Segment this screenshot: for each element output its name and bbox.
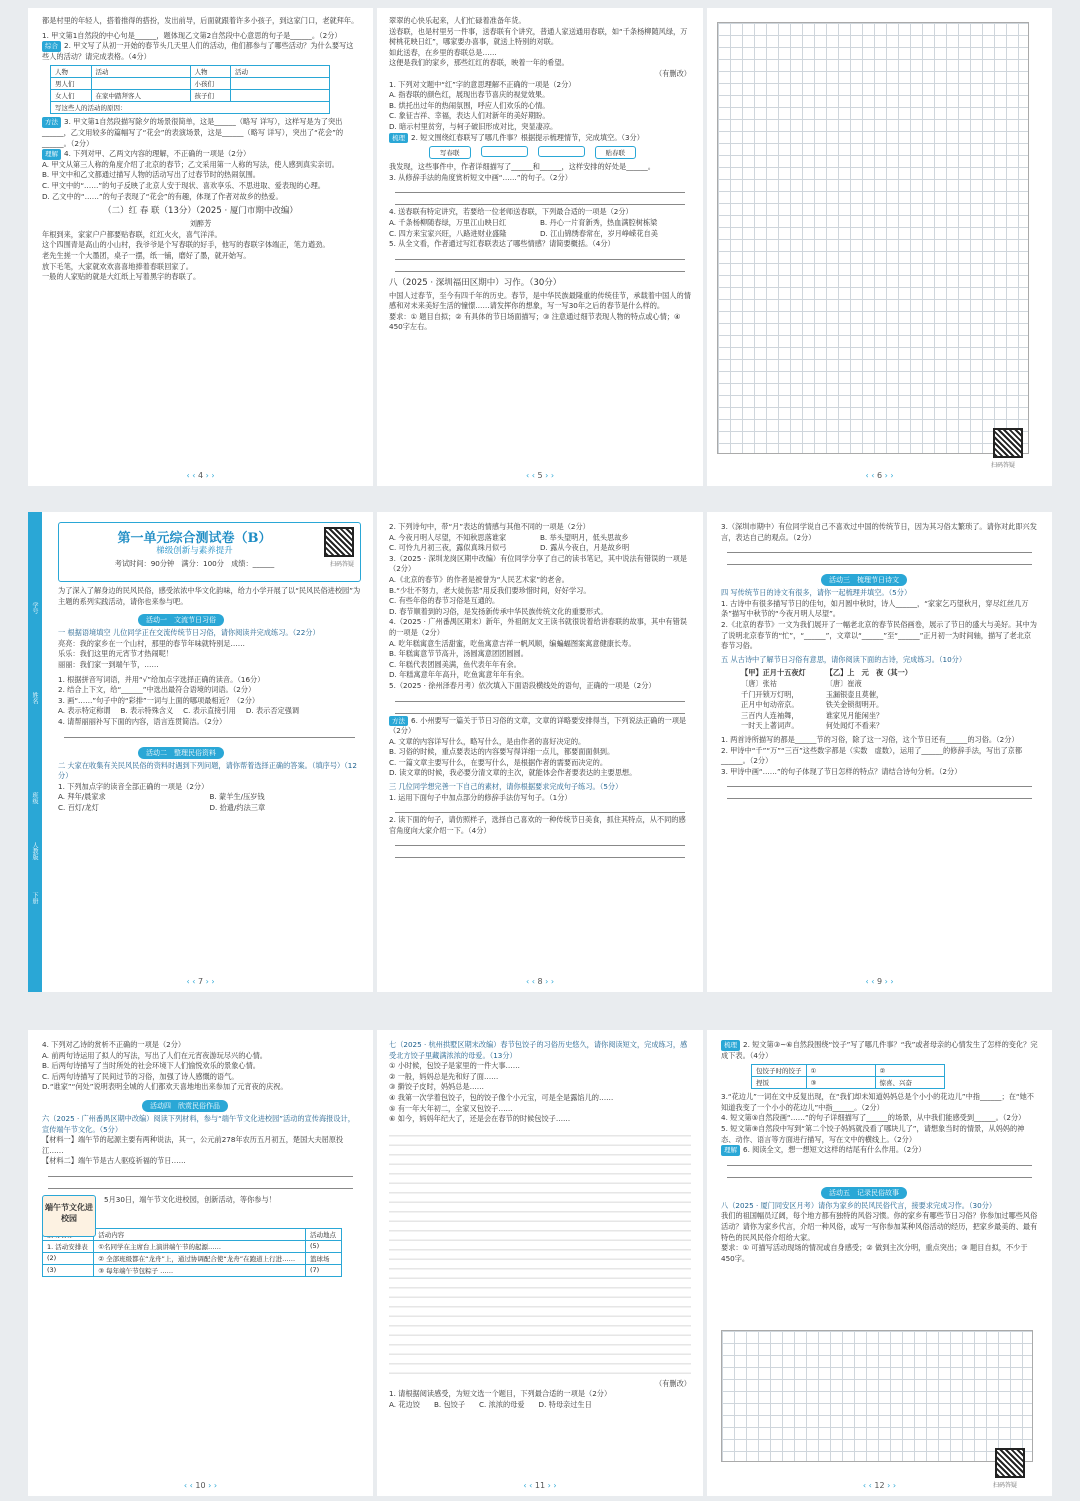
option: B. 甲文中和乙文都通过描写人物的活动写出了过春节时的热闹氛围。: [42, 170, 260, 180]
answer-line[interactable]: [727, 1168, 1032, 1178]
option: D. 春节顺着到的习俗，是发扬新传承中华民族传统文化的重要形式。: [389, 606, 608, 616]
question-5: 5. 从全文看，作者通过写红春联表达了哪些情感？请简要概括。（4分）: [389, 239, 615, 249]
question-6: 理解 6. 阅读全文，想一想短文这样的结尾有什么作用。（2分）: [721, 1145, 1038, 1156]
page-11: [377, 1030, 703, 1496]
option: A. 文章的内容详写什么，略写什么，是由作者的喜好决定的。: [389, 736, 586, 746]
side-label: 班级: [31, 792, 38, 804]
passage-paragraph: ⑤ 有一年大年初二，全家又包饺子……: [389, 1103, 513, 1113]
table-cell: 捏饭: [752, 1077, 807, 1089]
qr-label: 扫码答疑: [991, 462, 1016, 469]
poster-title: 端午节文化进校园: [45, 1202, 93, 1223]
skill-tag: 理解: [721, 1145, 740, 1156]
option-grid: [58, 792, 361, 813]
poem-2: [826, 668, 912, 732]
table-cell[interactable]: ②: [875, 1065, 944, 1077]
page-10: [28, 1030, 373, 1496]
option: C. 年糕代表团圆美满，鱼代表年年有余。: [389, 659, 521, 669]
essay-requirements: 要求：① 可描写活动现场的情况或自身感受；② 做到主次分明，重点突出；③ 题目自拟，不少于450字。: [721, 1243, 1028, 1263]
poem-line: 千门开锁万灯明，: [741, 689, 799, 699]
option-row: [389, 1400, 691, 1411]
table-cell[interactable]: [231, 78, 330, 90]
table-cell[interactable]: ③: [806, 1077, 875, 1089]
table-cell: 包饺子时的饺子: [752, 1065, 807, 1077]
table-head: 活动: [91, 66, 190, 78]
question: 1. 根据拼音写词语，并用“√”给加点字选择正确的读音。（16分）: [58, 674, 265, 684]
page-8: [377, 512, 703, 992]
poem-line: 三百内人连袖舞，: [741, 710, 799, 720]
option: C. 一篇文章主要写什么，在要写什么，是根据作者的需要而决定的。: [389, 757, 608, 767]
option: D. 暗示村里贫穷，与柯子破旧形成对比，突显凄凉。: [389, 121, 558, 131]
poem-title: 【乙】上 元 夜（其一）: [825, 668, 912, 678]
option: A. 千条杨柳随春绿，万里江山映日红: [389, 217, 507, 227]
skill-tag: 方法: [42, 117, 61, 128]
answer-line[interactable]: [64, 728, 355, 738]
skill-tag: 综合: [42, 41, 61, 52]
table-cell: ①名同学在主席台上演讲端午节的起源……: [94, 1240, 306, 1252]
skill-tag: 梳理: [389, 133, 408, 144]
skill-tag: 梳理: [721, 1040, 740, 1051]
option: B. 年糕寓意节节高升，汤圆寓意团团圆圆。: [389, 649, 528, 659]
option: D. 表示否定强调: [245, 706, 300, 716]
question-3: 方法 3. 甲文第1自然段描写除夕的场景很简单，这是______（略写 详写），这样写是为了突出______，乙文用较多的篇幅写了“花会”的表演场景，这是______（略写 详写），突出了“花会”的______。（2分）: [42, 117, 344, 148]
activity-banner: 活动三 梳理节日诗文: [821, 574, 907, 586]
question: 4. 请帮丽丽补写下面的内容，语言连贯简洁。（2分）: [58, 716, 227, 726]
table-cell[interactable]: (3): [43, 1264, 94, 1276]
question-2: 梳理 2. 短文围绕红春联写了哪几件事？根据提示梳理情节，完成填空。（3分）: [389, 133, 691, 144]
qr-code[interactable]: [995, 1448, 1025, 1478]
side-label: 人教版: [31, 842, 38, 860]
activity-banner: 活动一 文流节日习俗: [138, 614, 224, 626]
poem-line: 何处闻灯不看来？: [825, 721, 884, 731]
title-block: [58, 522, 361, 582]
qr-label: 扫码答疑: [993, 1482, 1018, 1489]
passage-paragraph: 老先生搓一个大墨团，桌子一摆，纸一铺，磨好了墨，就开始写。: [42, 250, 251, 260]
option: C. 可怜九月初三夜，露似真珠月似弓: [389, 543, 507, 553]
table-foot: 写这些人的活动的原因：: [51, 102, 330, 114]
option: D.“谁家”“何处”说明表明全城的人们都欢天喜地地出来参加了元宵夜的庆祝。: [42, 1082, 288, 1092]
table-cell[interactable]: (7): [305, 1264, 341, 1276]
question-5: 5.（2025 · 徐州泽春月考）依次填入下面语段横线处的语句，正确的一项是（2分）: [389, 680, 656, 690]
activity-banner: 活动五 记录民俗故事: [821, 1187, 907, 1199]
poem-line: 谁家见月能闲坐？: [825, 710, 884, 720]
option: B. 包饺子: [433, 1399, 466, 1409]
section-3: 三 几位同学想完善一下自己的素材，请你根据要求完成句子练习。（5分）: [389, 782, 623, 792]
question: 1. 古诗中有很多描写节日的佳句，如月圆中秋时，诗人______，“家家乞巧望秋月，穿尽红丝几万条”描写中秋节的“今夜月明人尽望”。: [721, 598, 1029, 619]
essay-prompt: 中国人过春节，至今有四千年的历史。春节，是中华民族最隆重的传统佳节，承载着中国人的情感和对未来美好生活的憧憬……请发挥你的想象，写一写30年之后的春节是什么样的。: [389, 290, 691, 311]
page-number: ‹ ‹ 4 › ›: [28, 471, 373, 480]
page-number: ‹ ‹ 6 › ›: [707, 471, 1052, 480]
option: D. 特母亲过生日: [538, 1399, 592, 1409]
question-1: 1. 下列对文题中“红”字的意思理解不正确的一项是（2分）: [389, 79, 576, 89]
table-cell: 惊喜、兴奋: [875, 1077, 944, 1089]
subtitle: 梯级创新与素养提升: [156, 546, 233, 556]
table-cell: 篮球场: [305, 1252, 341, 1264]
flow-box[interactable]: [538, 146, 585, 157]
option: C. 后两句诗描写了民间过节的习俗，加强了诗人感慨的语气。: [42, 1071, 239, 1081]
passage-paragraph: 放下毛笔，大家就欢欢喜喜地捧着春联回家了。: [42, 261, 193, 271]
page-6: [707, 8, 1052, 486]
answer-line[interactable]: [727, 555, 1032, 565]
question: 1. 下列加点字的读音全部正确的一项是（2分）: [58, 781, 209, 791]
question: 2.《北京的春节》一文为我们展开了一幅老北京的春节民俗画卷，展示了节日的盛大与美好。其中为了说明北京春节的“忙”，“______”，文章以“______”至“______”正月初一为时间轴，描写了老北京春节习俗。: [721, 619, 1037, 651]
table-head: 活动内容: [94, 1228, 306, 1240]
answer-line[interactable]: [727, 543, 1032, 553]
page-number: ‹ ‹ 9 › ›: [707, 977, 1052, 986]
option: C. 表示直接引用: [183, 706, 236, 716]
flow-box[interactable]: [481, 146, 528, 157]
side-label: 学号: [31, 602, 38, 614]
table-cell: 男人们: [51, 78, 92, 90]
activity-banner: 活动二 整理民俗资料: [138, 747, 224, 759]
qr-code[interactable]: [993, 428, 1023, 458]
option: C. 浓浓的母爱: [479, 1399, 525, 1409]
option: B. 举头望明月，低头思故乡: [540, 532, 629, 542]
skill-tag: 方法: [389, 716, 408, 727]
option: A. 指春联的颜色红，展现出春节喜庆的视觉效果。: [389, 90, 550, 100]
option: C. 百灯/龙灯: [58, 802, 99, 812]
passage-paragraph: ① 小时候，包饺子是家里的一件大事……: [389, 1061, 520, 1071]
task-intro: 为了深入了解身边的民风民俗，感受浓浓中华文化韵味，给力小学开展了以“民风民俗进校园”为主题的系列实践活动，请你也来参与吧。: [58, 586, 361, 606]
question: 2. 读下面的句子，请仿照样子，选择自己喜欢的一种传统节日美食，抓住其特点，从不同的感官角度向大家介绍一下。（4分）: [389, 815, 686, 835]
option: D. 年糕寓意年年高升，吃鱼寓意年年有余。: [389, 670, 529, 680]
option: B. 烘托出过年的热闹氛围，呼应人们欢乐的心情。: [389, 100, 550, 110]
question-2: 综合 2. 甲文写了从初一开始的春节头几天里人们的活动，他们都参与了哪些活动？为什么要写这些人的活动？请完成表格。（4分）: [42, 41, 354, 61]
poster-date: 5月30日，端午节文化进校园，创新活动，等你参与！: [104, 1194, 276, 1204]
answer-line[interactable]: [395, 692, 685, 702]
activity-banner: 活动四 欣赏民俗作品: [142, 1100, 228, 1112]
qr-code[interactable]: [324, 527, 354, 557]
option: A.《北京的春节》的作者是被誉为“人民艺术家”的老舍。: [389, 574, 569, 584]
passage-paragraph: 如此送春，在乡里的春联总是……: [389, 47, 497, 57]
passage-author: 刘醉芳: [189, 219, 212, 229]
skill-tag: 理解: [42, 149, 61, 160]
section-2: 二 大家在收集有关民风民俗的资料时遇到下列问题，请你帮着选择正确的答案。（填序号）（12分）: [58, 760, 357, 781]
option: B. 习俗的时候，重点要表达的内容要写得详细一点儿，都要面面俱到。: [389, 747, 615, 757]
answer-line[interactable]: [395, 836, 685, 846]
section-4: 四 写传统节日的诗文有很多，请你一起梳理并填空。（5分）: [721, 588, 912, 598]
flow-box: 写春联: [429, 146, 471, 159]
question-4: 4. 短文第⑤自然段画“……”的句子详细描写了______的场景，从中我们能感受到______。（2分）: [721, 1113, 1026, 1123]
option: C. 有些年俗的春节习俗是互通的。: [389, 596, 500, 606]
page-4: [28, 8, 373, 486]
option: A. 拜年/晨家求: [58, 792, 106, 802]
answer-line[interactable]: [48, 1179, 353, 1189]
question-2b: 我发现，这些事件中，作者详细描写了______和______，这样安排的好处是______。: [389, 162, 655, 172]
option: C. 象征吉祥、幸福，表达人们对新年的美好期盼。: [389, 111, 550, 121]
question-2: 2. 下列诗句中，带“月”表达的情感与其他不同的一项是（2分）: [389, 522, 590, 531]
poem-title: 【甲】正月十五夜灯: [741, 668, 806, 678]
option: C. 甲文中的“……”的句子反映了北京人安于现状、喜欢享乐、不思进取、爱表现的心理。: [42, 180, 325, 190]
table-cell: 1. 活动安排表: [43, 1240, 94, 1252]
answer-line[interactable]: [395, 183, 685, 193]
option: B. 后两句诗描写了当时所处的社会环境下人们愉悦欢乐的景象心情。: [42, 1061, 260, 1071]
page-number: ‹ ‹ 7 › ›: [28, 977, 373, 986]
page-number: ‹ ‹ 8 › ›: [377, 977, 703, 986]
page-number: ‹ ‹ 12 › ›: [707, 1481, 1052, 1490]
table-cell: ② 全部班级都在“龙舟”上，通过协调配合使“龙舟”在跑道上行进……: [94, 1252, 306, 1264]
page-title: 第一单元综合测试卷（B）: [117, 531, 272, 546]
answer-line[interactable]: [727, 1156, 1032, 1166]
passage-paragraph: 翠翠的心快乐起来，人们忙碌着准备年货。: [389, 16, 526, 25]
option: D. 露从今夜白，月是故乡明: [540, 543, 630, 553]
question-1: 1. 请根据阅读感受，为短文选一个题目，下列最合适的一项是（2分）: [389, 1389, 612, 1399]
question-3: 3.“花边儿”一词在文中反复出现，在“我们却未知道妈妈总是个小小的花边儿”中指______；在“她不知道我变了一个小小的花边儿”中指______。（2分）: [721, 1092, 1034, 1112]
flow-table: [751, 1064, 945, 1089]
option: D. 江山锦绣春常在，岁月峥嵘花自美: [540, 228, 658, 238]
option: A. 今夜月明人尽望，不知秋思落谁家: [389, 532, 507, 542]
answer-line[interactable]: [395, 704, 685, 714]
page-12: [707, 1030, 1052, 1496]
table-cell[interactable]: [231, 90, 330, 102]
option: D. 读文章的时候，我必要分清文章的主次，就能体会作者要表达的主要思想。: [389, 768, 637, 778]
writing-grid[interactable]: [717, 22, 1029, 454]
activity-table: [50, 65, 330, 114]
table-head: 活动地点: [305, 1228, 341, 1240]
answer-line[interactable]: [395, 195, 685, 205]
question-1: 1. 甲文第1自然段的中心句是______，题体现乙文第2自然段中心意思的句子是______。（2分）: [42, 30, 342, 40]
page-number: ‹ ‹ 5 › ›: [377, 471, 703, 480]
dialog-text: 亮亮：我的家乡在一个山村，那里的春节年味就特别足……: [58, 638, 245, 648]
answer-line[interactable]: [395, 250, 685, 260]
page-7: [28, 512, 373, 992]
section-1: 一 根据语境填空 儿位同学正在交流传统节日习俗，请你阅读并完成练习。（22分）: [58, 628, 320, 638]
option: D. 拾遗/约法三章: [209, 802, 266, 812]
question-4: 4.（2025 · 广州番禺区期末）新年，外祖朗友文王读书就很说着给讲春联的故事，其中有错误的一项是（2分）: [389, 617, 687, 637]
question-2: 梳理 2. 短文第③~⑥自然段围绕“饺子”写了哪几件事？“我”或者母亲的心情发生了怎样的变化？完成下表。（4分）: [721, 1040, 1038, 1060]
page-9: [707, 512, 1052, 992]
option-grid: [389, 218, 691, 239]
question-6: 方法 6. 小州要写一篇关于节日习俗的文章，文章的详略要安排得当，下列说法正确的一项是（2分）: [389, 715, 687, 736]
table-cell[interactable]: (2): [43, 1252, 94, 1264]
table-cell: 女人们: [51, 90, 92, 102]
poster: [42, 1195, 359, 1277]
question: 2. 结合上下文，给“______”中选出最符合语境的词语。（2分）: [58, 685, 256, 695]
side-label: 下册: [31, 892, 38, 904]
essay-prompt: 我们的祖国幅员辽阔，每个地方都有独特的风俗习惯。你的家乡有哪些节日习俗？你参加过哪些风俗活动？请你为家乡代言，介绍一种风俗，或写一写你参加某种风俗活动的经历，把家乡最美的、最有特色的民风民俗介绍给大家。: [721, 1211, 1038, 1242]
table-head: 人物: [51, 66, 92, 78]
question-3: 3.（深圳市期中）有位同学说自己不喜欢过中国的传统节日，因为其习俗太繁琐了。请你对此即兴发言，表达自己的观点。（2分）: [721, 522, 1037, 542]
passage-title: （二）红 春 联（13分）（2025 · 厦门市期中改编）: [103, 206, 298, 217]
poem-author: 〔唐〕崔液: [825, 678, 862, 688]
answer-line[interactable]: [395, 803, 685, 813]
option: C. 四方来宝家兴旺，八路进财业盛隆: [389, 228, 507, 238]
question-4: 4. 下列对乙诗的赏析不正确的一项是（2分）: [42, 1040, 186, 1049]
table-cell: 小孩们: [190, 78, 231, 90]
option-row: [58, 706, 361, 717]
table-cell: ③ 每年端午节包粽子 ……: [94, 1264, 306, 1276]
essay-requirements: 要求：① 题目自拟；② 有具体的节日场面描写；③ 注意通过细节表现人物的特点或心情；④ 450字左右。: [389, 311, 681, 332]
question: 1. 两首诗所描写的都是______节的习俗，除了这一习俗，这个节日还有______的习俗。（2分）: [721, 734, 1019, 744]
passage-paragraph: ③ 擀饺子皮时，妈妈总是……: [389, 1082, 484, 1092]
essay-title: 八（2025 · 深圳福田区期中）习作。（30分）: [389, 277, 562, 288]
option: B. 表示特殊含义: [120, 706, 174, 716]
page-number: ‹ ‹ 11 › ›: [377, 1481, 703, 1490]
section-5: 五 从古诗中了解节日习俗有意思，请你阅读下面的古诗，完成练习。（10分）: [721, 654, 967, 664]
option: D. 乙文中的“……”的句子表现了“花会”的有趣，体现了作者对故乡的热爱。: [42, 191, 283, 201]
material: 【材料二】端午节是古人驱疫祈福的节日……: [42, 1156, 186, 1166]
poster-badge: [42, 1195, 96, 1237]
option: A. 前两句诗运用了拟人的写法，写出了人们在元宵夜游玩尽兴的心情。: [42, 1050, 267, 1060]
source-note: （有删改）: [655, 1378, 691, 1388]
question-3: 3. 从修辞手法的角度赏析短文中画“……”的句子。（2分）: [389, 172, 572, 182]
side-label: 姓名: [31, 692, 38, 704]
option: A. 表示特定称谓: [58, 706, 111, 716]
source-note: （有删改）: [655, 68, 691, 78]
passage-paragraph: 这个四围青是高山的小山村，我爷爷是个写春联的好手，他写的春联字体端正，笔力遒劲。: [42, 240, 330, 250]
poem-line: 一时天上著词声。: [741, 721, 799, 731]
passage-paragraph: 年根到来，家家户户都要贴春联，红红火火，喜气洋洋。: [42, 229, 222, 239]
poem-line: 玉漏银壶且莫催，: [825, 689, 884, 699]
poem-1: [741, 668, 806, 732]
section-6: 六（2025 · 广州番禺区期中改编）阅读下列材料，参与“端午节文化进校园”活动的宣传海报设计，宣传端午节文化。（5分）: [42, 1113, 355, 1134]
option-grid: [389, 533, 691, 554]
option: A. 吃年糕寓意生活甜蜜，吃鱼寓意吉祥一帆风顺，编蝙蝠图案寓意健康长寿。: [389, 638, 636, 648]
question: 2. 甲诗中“千”“万”“三百”这些数字都是（实数 虚数），运用了______的修辞手法，写出了京都______。（2分）: [721, 745, 1023, 766]
passage-paragraph: 送春联，也是村里另一件事，送春联有个讲究，普通人家送通用春联，如“千条杨柳随风绿，万树桃花映日红”，哪家要办喜事，就送上特别的对联。: [389, 26, 688, 47]
essay-title: 八（2025 · 厦门同安区月考）请你为家乡的民风民俗代言，接要求完成习作。（30分）: [721, 1200, 997, 1210]
option: B.“少壮不努力，老大徒伤悲”用反我们要珍惜时间，好好学习。: [389, 585, 591, 595]
passage-paragraph: ② 一般，妈妈总是先和好了面……: [389, 1071, 499, 1081]
answer-line[interactable]: [395, 848, 685, 858]
text-filler: [389, 1127, 691, 1377]
page-5: [377, 8, 703, 486]
passage-intro: 都是村里的年轻人，搭着推得的搭扮，发出前导，后面就跟着许多小孩子，到这家门口，老就拜年。: [42, 16, 359, 25]
option: A. 甲文从第三人称的角度介绍了北京的春节；乙文采用第一人称的写法，使人感到真实亲切。: [42, 159, 339, 169]
table-head: 人物: [190, 66, 231, 78]
table-cell[interactable]: ①: [806, 1065, 875, 1077]
table-cell: 孩子们: [190, 90, 231, 102]
table-cell[interactable]: (5): [305, 1240, 341, 1252]
table-head: 活动: [231, 66, 330, 78]
answer-line[interactable]: [48, 1167, 353, 1177]
passage-paragraph: ④ 我第一次学着包饺子，包的饺子像个小元宝，可是全是露馅儿的……: [389, 1092, 614, 1102]
side-strip: [28, 512, 42, 992]
question: 1. 运用下面句子中加点部分的修辞手法仿写句子。（1分）: [389, 792, 572, 802]
poems: [741, 668, 1038, 732]
material: 【材料一】端午节的起源主要有两种说法，其一，公元前278年农历五月初五，楚国大夫屈原投江……: [42, 1135, 344, 1155]
page-number: ‹ ‹ 10 › ›: [28, 1481, 373, 1490]
answer-line[interactable]: [727, 777, 1032, 787]
poem-author: 〔唐〕张祜: [741, 678, 777, 688]
flow-box: 贴春联: [595, 146, 637, 159]
question-4: 4. 送春联有特定讲究，若要给一位老师送春联，下列最合适的一项是（2分）: [389, 207, 633, 217]
passage-paragraph: 这便是我们的家乡，那些红红的春联，映着一年的希望。: [389, 58, 569, 68]
question-3: 3.（2025 · 深圳龙岗区期中改编）有位同学分享了自己的读书笔记，其中说法有错误的一项是（2分）: [389, 553, 687, 574]
table-cell[interactable]: [91, 78, 190, 90]
option: B. 丹心一片育新秀，热血满腔树栋梁: [540, 217, 658, 227]
qr-label: 扫码答疑: [329, 561, 354, 568]
writing-grid[interactable]: [721, 1330, 1033, 1462]
option: B. 蒙羊生/压岁钱: [209, 792, 265, 802]
exam-meta: 考试时间：90分钟 满分：100分 成绩：______: [114, 559, 275, 568]
section-7: 七（2025 · 杭州拱墅区期末改编）春节包饺子的习俗历史悠久，请你阅读短文，完成练习，感受北方饺子里藏满浓浓的母爱。（13分）: [389, 1040, 688, 1060]
answer-line[interactable]: [395, 262, 685, 272]
passage-paragraph: ⑥ 如今，妈妈年纪大了，还是会在春节的时候包饺子……: [389, 1114, 571, 1124]
question: 3. 甲诗中画“……”的句子体现了节日怎样的特点？请结合诗句分析。（2分）: [721, 766, 962, 776]
poem-line: 正月中旬动帝京。: [741, 700, 799, 710]
passage-paragraph: 一般的人家贴的就是大红纸上写着黑字的春联了。: [42, 272, 201, 282]
plot-flow: [429, 146, 691, 159]
table-cell: 在家中踏拜客人: [91, 90, 190, 102]
question: 3. 画“……”句子中的“彩排”一词与上面的哪项最相近？（2分）: [58, 695, 260, 705]
question-5: 5. 短文第⑨自然段中写到“第二个饺子妈妈就没看了哪块儿了”，请想象当时的情景，从妈妈的神态、动作、语言等方面进行描写，写在文中的横线上。（2分）: [721, 1123, 1025, 1144]
dialog-text: 丽丽：我们家一到端午节，……: [58, 659, 159, 669]
answer-line[interactable]: [727, 789, 1032, 799]
dialog-text: 乐乐：我们这里的元宵节才热闹呢！: [58, 649, 174, 659]
question-4: 理解 4. 下列对甲、乙两文内容的理解，不正确的一项是（2分）: [42, 149, 359, 160]
poem-line: 铁关金锁彻明开。: [825, 700, 884, 710]
option: A. 花边饺: [389, 1399, 420, 1409]
